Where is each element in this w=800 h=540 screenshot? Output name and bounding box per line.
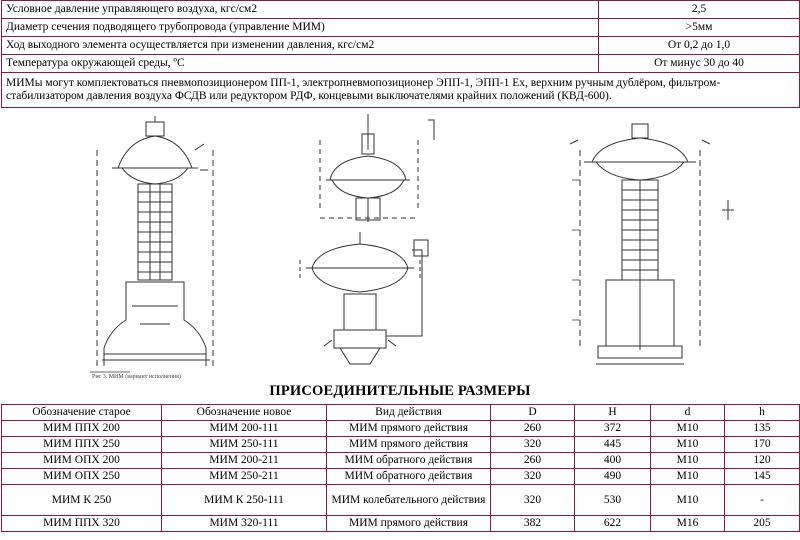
actuator-drawing-right xyxy=(570,124,734,364)
cell: МИМ 250-211 xyxy=(162,469,327,485)
cell: 260 xyxy=(491,421,575,437)
spec-label: Диаметр сечения подводящего трубопровода (управление МИМ) xyxy=(2,19,599,37)
cell: М10 xyxy=(651,437,725,453)
actuator-drawing-center-bottom xyxy=(300,232,428,364)
spec-value: >5мм xyxy=(599,19,800,37)
cell: 400 xyxy=(575,453,651,469)
header-old-designation: Обозначение старое xyxy=(2,405,162,421)
cell: 205 xyxy=(725,516,800,532)
header-d: d xyxy=(651,405,725,421)
table-row xyxy=(2,453,800,469)
cell: 445 xyxy=(575,437,651,453)
spec-label: Условное давление управляющего воздуха, кгс/см2 xyxy=(2,1,599,19)
cell: М10 xyxy=(651,469,725,485)
cell: М10 xyxy=(651,453,725,469)
cell: МИМ ОПХ 200 xyxy=(2,453,162,469)
cell: 382 xyxy=(491,516,575,532)
drawing-caption: Рис 3. МИМ (вариант исполнения) xyxy=(92,374,181,380)
cell: МИМ К 250 xyxy=(2,485,162,516)
table-row xyxy=(2,469,800,485)
dims-header-row xyxy=(2,405,800,421)
header-h: h xyxy=(725,405,800,421)
spec-row xyxy=(2,55,800,73)
spec-note: МИМы могут комплектоваться пневмопозиционером ПП-1, электропневмопозиционер ЭПП-1, ЭПП-1 Ex, верхним ручным дублёром, фильтром-стабилизатором давления воздуха ФСДВ или редуктором РДФ, концевыми выключателями крайних положений (КВД-600). xyxy=(2,73,800,108)
actuator-drawing-left xyxy=(90,116,213,372)
cell: 490 xyxy=(575,469,651,485)
header-action-type: Вид действия xyxy=(327,405,491,421)
cell: МИМ ППХ 200 xyxy=(2,421,162,437)
spec-row xyxy=(2,37,800,55)
spec-row xyxy=(2,1,800,19)
cell: МИМ ОПХ 250 xyxy=(2,469,162,485)
cell: МИМ обратного действия xyxy=(327,453,491,469)
spec-label: Ход выходного элемента осуществляется при изменении давления, кгс/см2 xyxy=(2,37,599,55)
cell: МИМ колебательного действия xyxy=(327,485,491,516)
cell: МИМ 200-211 xyxy=(162,453,327,469)
cell: - xyxy=(725,485,800,516)
cell: МИМ 250-111 xyxy=(162,437,327,453)
cell: 135 xyxy=(725,421,800,437)
cell: 530 xyxy=(575,485,651,516)
table-row xyxy=(2,516,800,532)
table-row xyxy=(2,437,800,453)
specs-table xyxy=(1,0,800,108)
cell: 372 xyxy=(575,421,651,437)
cell: 320 xyxy=(491,469,575,485)
header-new-designation: Обозначение новое xyxy=(162,405,327,421)
cell: 320 xyxy=(491,437,575,453)
cell: 622 xyxy=(575,516,651,532)
spec-note-row xyxy=(2,73,800,108)
cell: МИМ 320-111 xyxy=(162,516,327,532)
cell: 320 xyxy=(491,485,575,516)
dims-table xyxy=(1,404,800,532)
cell: МИМ ППХ 250 xyxy=(2,437,162,453)
dims-title: ПРИСОЕДИНИТЕЛЬНЫЕ РАЗМЕРЫ xyxy=(269,383,531,399)
header-H: H xyxy=(575,405,651,421)
cell: МИМ прямого действия xyxy=(327,516,491,532)
cell: М16 xyxy=(651,516,725,532)
spec-value: 2,5 xyxy=(599,1,800,19)
table-row xyxy=(2,485,800,516)
table-row xyxy=(2,421,800,437)
cell: 120 xyxy=(725,453,800,469)
cell: 260 xyxy=(491,453,575,469)
cell: МИМ обратного действия xyxy=(327,469,491,485)
spec-label: Температура окружающей среды, ºС xyxy=(2,55,599,73)
spec-value: От 0,2 до 1,0 xyxy=(599,37,800,55)
cell: М10 xyxy=(651,421,725,437)
cell: 170 xyxy=(725,437,800,453)
cell: М10 xyxy=(651,485,725,516)
cell: МИМ ППХ 320 xyxy=(2,516,162,532)
cell: МИМ прямого действия xyxy=(327,421,491,437)
technical-drawings xyxy=(0,110,800,380)
spec-value: От минус 30 до 40 xyxy=(599,55,800,73)
cell: 145 xyxy=(725,469,800,485)
cell: МИМ 200-111 xyxy=(162,421,327,437)
cell: МИМ прямого действия xyxy=(327,437,491,453)
actuator-drawing-center-top xyxy=(320,114,434,222)
spec-row xyxy=(2,19,800,37)
header-D: D xyxy=(491,405,575,421)
cell: МИМ К 250-111 xyxy=(162,485,327,516)
